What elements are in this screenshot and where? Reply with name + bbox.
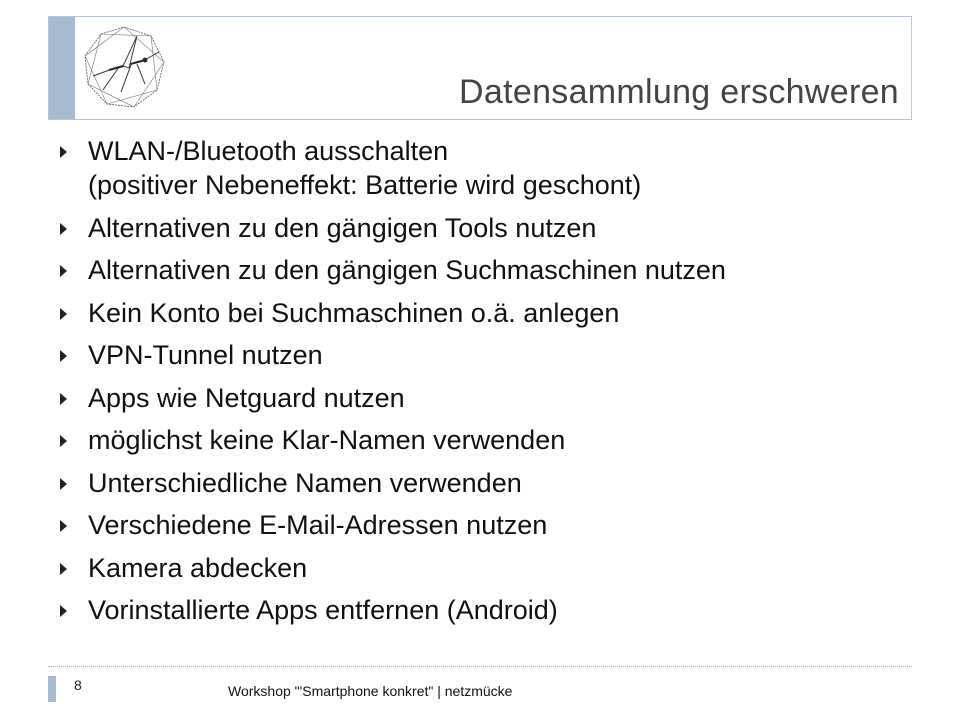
triangle-bullet-icon <box>60 478 67 490</box>
bullet-item <box>56 423 726 457</box>
bullet-item <box>56 253 726 287</box>
bullet-text: Alternativen zu den gängigen Tools nutzen <box>88 212 597 243</box>
triangle-bullet-icon <box>60 435 67 447</box>
bullet-item <box>56 134 726 202</box>
footer-accent-stripe <box>48 676 56 702</box>
title-accent-stripe <box>49 17 75 119</box>
bullet-text: Verschiedene E-Mail-Adressen nutzen <box>88 510 548 540</box>
footer-text: Workshop "'Smartphone konkret" | netzmücke <box>228 683 513 699</box>
bullet-item <box>56 211 726 245</box>
triangle-bullet-icon <box>60 393 67 405</box>
bullet-item <box>56 466 726 500</box>
bullet-text: Kein Konto bei Suchmaschinen o.ä. anlegen <box>88 297 620 328</box>
bullet-item <box>56 551 726 585</box>
triangle-bullet-icon <box>60 520 67 532</box>
bullet-item <box>56 296 726 330</box>
bullet-text: VPN-Tunnel nutzen <box>88 340 323 370</box>
triangle-bullet-icon <box>60 563 67 575</box>
triangle-bullet-icon <box>60 350 67 362</box>
slide-title: Datensammlung erschweren <box>459 73 899 111</box>
bullet-list <box>56 134 726 636</box>
bullet-item <box>56 338 726 372</box>
bullet-text: Vorinstallierte Apps entfernen (Android) <box>88 595 558 625</box>
title-box <box>48 16 912 120</box>
triangle-bullet-icon <box>60 146 67 158</box>
page-number: 8 <box>74 677 82 693</box>
bullet-text: Apps wie Netguard nutzen <box>88 382 405 413</box>
triangle-bullet-icon <box>60 605 67 617</box>
bullet-text-continuation: (positiver Nebeneffekt: Batterie wird geschont) <box>88 170 642 200</box>
triangle-bullet-icon <box>60 308 67 320</box>
bullet-text: möglichst keine Klar-Namen verwenden <box>88 425 566 455</box>
bullet-item <box>56 508 726 542</box>
bullet-item <box>56 381 726 415</box>
bullet-text: Kamera abdecken <box>88 552 308 583</box>
bullet-item <box>56 593 726 627</box>
footer-divider <box>48 666 912 667</box>
bullet-text: WLAN-/Bluetooth ausschalten <box>88 136 449 166</box>
bullet-text: Unterschiedliche Namen verwenden <box>88 467 522 498</box>
mosquito-logo-icon <box>79 22 169 112</box>
triangle-bullet-icon <box>60 265 67 277</box>
triangle-bullet-icon <box>60 223 67 235</box>
bullet-text: Alternativen zu den gängigen Suchmaschinen nutzen <box>88 255 726 285</box>
